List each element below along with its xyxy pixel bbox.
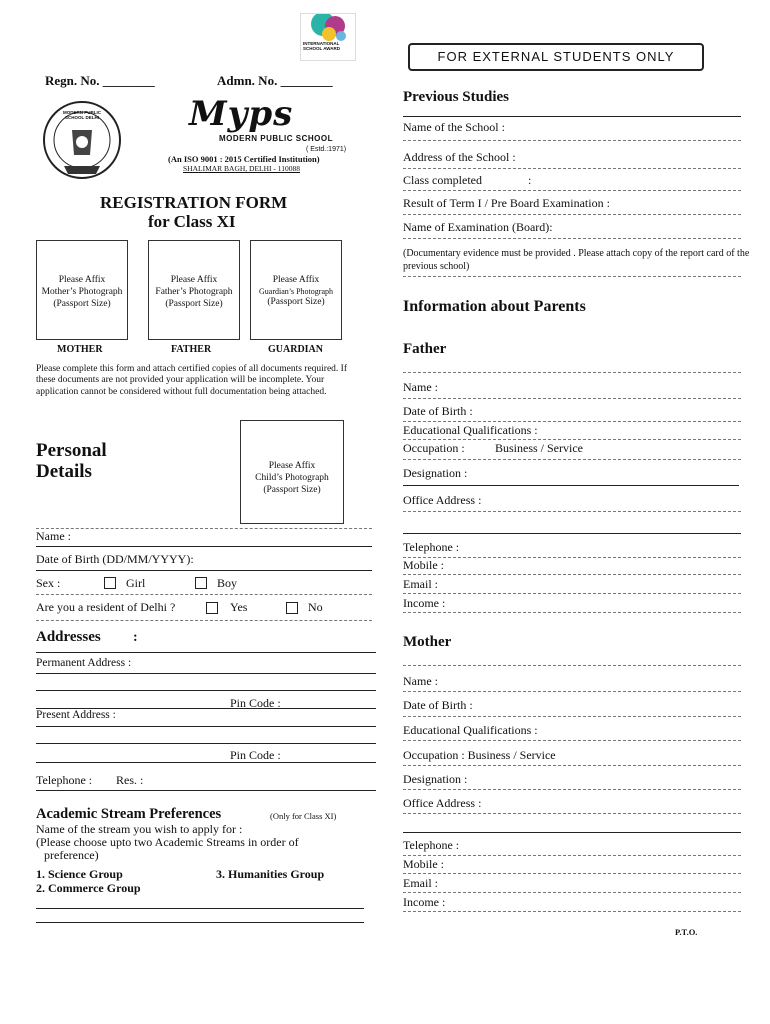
mother-occupation-field[interactable] <box>403 765 741 766</box>
mother-rule <box>403 665 741 666</box>
stream-option-commerce: 2. Commerce Group <box>36 881 141 895</box>
father-heading: Father <box>403 341 447 357</box>
regn-no: Regn. No. ________ <box>45 73 155 88</box>
mother-designation-field[interactable] <box>403 789 741 790</box>
resident-label: Are you a resident of Delhi ? <box>36 600 176 614</box>
father-edu-field[interactable] <box>403 439 741 440</box>
stream-choice-2-field[interactable] <box>36 922 364 923</box>
admn-no: Admn. No. ________ <box>217 73 333 88</box>
mother-designation-label: Designation : <box>403 772 468 786</box>
school-address-label: Address of the School : <box>403 150 516 164</box>
external-students-banner <box>408 43 704 71</box>
mother-office-field-2[interactable] <box>403 832 741 833</box>
boy-checkbox[interactable] <box>195 577 207 589</box>
mother-name-field[interactable] <box>403 691 741 692</box>
award-text: INTERNATIONAL SCHOOL AWARD <box>303 41 341 51</box>
stream-choose-l1: (Please choose upto two Academic Streams in order of <box>36 835 299 849</box>
stream-heading: Academic Stream Preferences <box>36 806 222 822</box>
father-photo-box[interactable] <box>148 240 240 340</box>
permanent-address-field-2[interactable] <box>36 690 376 691</box>
permanent-address-label: Permanent Address : <box>36 657 132 669</box>
class-completed-label: Class completed <box>403 173 482 187</box>
mother-mobile-field[interactable] <box>403 873 741 874</box>
mother-photo-l3: (Passport Size) <box>53 298 111 309</box>
girl-checkbox[interactable] <box>104 577 116 589</box>
mother-name-label: Name : <box>403 674 438 688</box>
logo-school-name: MODERN PUBLIC SCHOOL <box>219 134 333 143</box>
res-label: Res. : <box>116 773 144 787</box>
school-name-field[interactable] <box>403 140 741 141</box>
mother-photo-box[interactable] <box>36 240 128 340</box>
form-title-line2: for Class XI <box>148 212 236 231</box>
mother-edu-label: Educational Qualifications : <box>403 723 538 737</box>
present-address-field[interactable] <box>36 726 376 727</box>
divider <box>36 620 372 621</box>
mother-telephone-field[interactable] <box>403 855 741 856</box>
guardian-photo-l1: Please Affix <box>272 275 320 285</box>
telephone-label: Telephone : <box>36 773 93 787</box>
resident-yes-label: Yes <box>230 600 248 614</box>
parents-heading: Information about Parents <box>403 298 586 315</box>
class-completed-field[interactable] <box>403 190 741 191</box>
father-occupation-field[interactable] <box>403 459 741 460</box>
result-field[interactable] <box>403 214 741 215</box>
present-address-label: Present Address : <box>36 709 116 721</box>
father-photo-l3: (Passport Size) <box>165 298 223 309</box>
mother-dob-label: Date of Birth : <box>403 698 473 712</box>
mother-dob-field[interactable] <box>403 716 741 717</box>
father-office-field[interactable] <box>403 511 741 512</box>
father-designation-label: Designation : <box>403 466 468 480</box>
exam-name-label: Name of Examination (Board): <box>403 220 553 234</box>
resident-no-checkbox[interactable] <box>286 602 298 614</box>
father-mobile-field[interactable] <box>403 574 741 575</box>
father-office-field-2[interactable] <box>403 533 741 534</box>
permanent-address-field[interactable] <box>36 673 376 674</box>
father-name-label: Name : <box>403 380 438 394</box>
addresses-rule <box>36 652 376 653</box>
father-occupation-value: Business / Service <box>495 441 583 455</box>
father-designation-field[interactable] <box>403 485 739 486</box>
name-label: Name : <box>36 529 71 543</box>
mother-photo-l1: Please Affix <box>58 275 106 285</box>
addresses-heading: Addresses <box>36 629 101 645</box>
father-telephone-field[interactable] <box>403 557 741 558</box>
mother-office-field[interactable] <box>403 813 741 814</box>
resident-no-label: No <box>308 600 323 614</box>
previous-note: (Documentary evidence must be provided . Please attach copy of the report card of the previous school) <box>403 248 750 272</box>
mother-occupation-label: Occupation : Business / Service <box>403 748 556 762</box>
father-telephone-label: Telephone : <box>403 540 460 554</box>
stream-option-humanities: 3. Humanities Group <box>216 867 325 881</box>
stream-ask: Name of the stream you wish to apply for : <box>36 822 243 836</box>
seal-text: MODERN PUBLIC SCHOOL DELHI <box>63 110 101 120</box>
dob-label: Date of Birth (DD/MM/YYYY): <box>36 552 194 566</box>
father-caption: FATHER <box>171 344 212 355</box>
previous-rule <box>403 116 741 117</box>
award-logo-graphic <box>301 14 355 60</box>
result-label: Result of Term I / Pre Board Examination : <box>403 196 610 210</box>
father-occupation-label: Occupation : <box>403 441 465 455</box>
present-address-field-2[interactable] <box>36 743 376 744</box>
father-photo-l2: Father’s Photograph <box>155 286 233 297</box>
father-email-label: Email : <box>403 577 438 591</box>
mother-income-field[interactable] <box>403 911 741 912</box>
child-photo-l3: (Passport Size) <box>263 484 321 495</box>
mother-income-label: Income : <box>403 895 446 909</box>
guardian-photo-l2: Guardian’s Photograph <box>259 286 333 296</box>
father-office-label: Office Address : <box>403 493 482 507</box>
instructions-text: Please complete this form and attach certified copies of all documents required. If these documents are not provided your application will be incomplete. Your application cannot be considered without full documentation being attached. <box>36 364 348 397</box>
stream-choice-1-field[interactable] <box>36 908 364 909</box>
addresses-colon: : <box>133 630 138 645</box>
boy-label: Boy <box>217 576 238 590</box>
school-name-label: Name of the School : <box>403 120 505 134</box>
mother-caption: MOTHER <box>57 344 103 355</box>
mother-heading: Mother <box>403 634 452 650</box>
estd: ( Estd.:1971) <box>306 146 347 153</box>
divider <box>36 528 372 529</box>
pin-code-2-field[interactable] <box>36 762 376 763</box>
child-photo-l1: Please Affix <box>268 461 316 471</box>
pin-code-2-label: Pin Code : <box>230 748 281 762</box>
personal-heading-l1: Personal <box>36 440 107 461</box>
father-dob-label: Date of Birth : <box>403 404 473 418</box>
myps-logo <box>185 94 335 150</box>
mother-email-label: Email : <box>403 876 438 890</box>
banner-text: FOR EXTERNAL STUDENTS ONLY <box>437 49 675 64</box>
personal-heading-l2: Details <box>36 461 92 482</box>
telephone-field[interactable] <box>36 790 376 791</box>
dob-field[interactable] <box>36 570 372 571</box>
child-photo-box[interactable] <box>240 420 344 524</box>
girl-label: Girl <box>126 576 146 590</box>
previous-note-rule <box>403 276 741 277</box>
name-field[interactable] <box>36 546 372 547</box>
divider <box>36 594 372 595</box>
child-photo-l2: Child’s Photograph <box>255 472 329 483</box>
stream-choose-l2: preference) <box>44 848 99 862</box>
father-email-field[interactable] <box>403 593 741 594</box>
school-seal <box>40 100 124 186</box>
pin-code-1-label: Pin Code : <box>230 696 281 710</box>
class-completed-colon: : <box>528 173 532 187</box>
school-address: SHALIMAR BAGH, DELHI - 110088 <box>183 164 301 173</box>
mother-photo-l2: Mother’s Photograph <box>41 286 123 297</box>
guardian-photo-box[interactable] <box>250 240 342 340</box>
father-rule <box>403 372 741 373</box>
school-address-field[interactable] <box>403 168 741 169</box>
mother-office-label: Office Address : <box>403 796 482 810</box>
mother-email-field[interactable] <box>403 892 741 893</box>
resident-yes-checkbox[interactable] <box>206 602 218 614</box>
mother-mobile-label: Mobile : <box>403 857 444 871</box>
previous-studies-heading: Previous Studies <box>403 89 509 105</box>
father-mobile-label: Mobile : <box>403 558 444 572</box>
logo-wordmark: Myps <box>189 94 294 134</box>
form-title-line1: REGISTRATION FORM <box>100 193 288 212</box>
sex-label: Sex : <box>36 576 61 590</box>
iso-cert: (An ISO 9001 : 2015 Certified Institution) <box>168 154 320 164</box>
father-income-label: Income : <box>403 596 446 610</box>
mother-edu-field[interactable] <box>403 740 741 741</box>
stream-note: (Only for Class XI) <box>270 811 337 821</box>
mother-telephone-label: Telephone : <box>403 838 460 852</box>
exam-name-field[interactable] <box>403 238 741 239</box>
father-edu-label: Educational Qualifications : <box>403 423 538 437</box>
father-photo-l1: Please Affix <box>170 275 218 285</box>
guardian-photo-l3: (Passport Size) <box>267 296 325 307</box>
stream-option-science: 1. Science Group <box>36 867 123 881</box>
father-income-field[interactable] <box>403 612 741 613</box>
father-dob-field[interactable] <box>403 421 741 422</box>
award-logo <box>300 13 356 61</box>
guardian-caption: GUARDIAN <box>268 344 323 355</box>
pto-label: P.T.O. <box>675 927 698 937</box>
father-name-field[interactable] <box>403 398 741 399</box>
